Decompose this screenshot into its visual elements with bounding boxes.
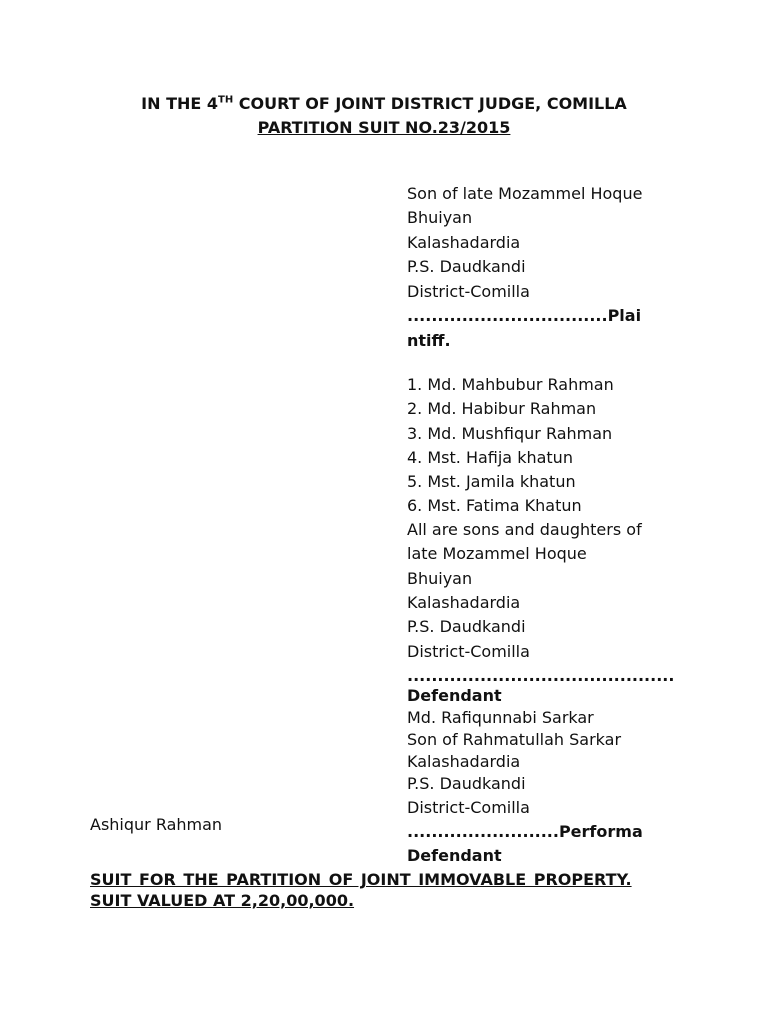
defendant-line: All are sons and daughters of	[407, 520, 642, 539]
court-heading-sup: TH	[218, 94, 234, 106]
performa-line: District-Comilla	[407, 798, 530, 817]
court-heading-prefix: IN THE 4	[141, 94, 219, 113]
defendant-line: 4. Mst. Hafija khatun	[407, 448, 573, 467]
defendant-line: 6. Mst. Fatima Khatun	[407, 496, 582, 515]
defendant-line: District-Comilla	[407, 642, 530, 661]
plaintiff-role: .................................Plai	[407, 306, 642, 325]
plaintiff-role-cont: ntiff.	[407, 331, 451, 350]
suit-title: SUIT FOR THE PARTITION OF JOINT IMMOVABLE PROPERTY.	[90, 870, 632, 889]
performa-line: Son of Rahmatullah Sarkar	[407, 730, 622, 749]
defendant-line: late Mozammel Hoque	[407, 544, 587, 563]
defendant-role: Defendant	[407, 686, 502, 705]
suit-value: SUIT VALUED AT 2,20,00,000.	[90, 891, 355, 910]
defendant-dots: ............................................	[407, 666, 675, 685]
performa-line: Md. Rafiqunnabi Sarkar	[407, 708, 594, 727]
performa-line: Kalashadardia	[407, 752, 521, 771]
performa-role: .........................Performa	[407, 822, 643, 841]
plaintiff-line: Kalashadardia	[407, 233, 521, 252]
defendant-line: 3. Md. Mushfiqur Rahman	[407, 424, 613, 443]
plaintiff-line: Bhuiyan	[407, 208, 473, 227]
defendant-line: P.S. Daudkandi	[407, 617, 526, 636]
court-heading-suffix: COURT OF JOINT DISTRICT JUDGE, COMILLA	[233, 94, 627, 113]
court-heading	[0, 94, 768, 114]
suit-number: PARTITION SUIT NO.23/2015	[257, 118, 511, 137]
defendant-line: 5. Mst. Jamila khatun	[407, 472, 576, 491]
performa-role-cont: Defendant	[407, 846, 502, 865]
defendant-line: 1. Md. Mahbubur Rahman	[407, 375, 614, 394]
plaintiff-line: P.S. Daudkandi	[407, 257, 526, 276]
plaintiff-line: District-Comilla	[407, 282, 530, 301]
defendant-line: 2. Md. Habibur Rahman	[407, 399, 597, 418]
performa-line: P.S. Daudkandi	[407, 774, 526, 793]
plaintiff-line: Son of late Mozammel Hoque	[407, 184, 643, 203]
defendant-line: Bhuiyan	[407, 569, 473, 588]
defendant-line: Kalashadardia	[407, 593, 521, 612]
plaintiff-name: Ashiqur Rahman	[90, 815, 223, 834]
